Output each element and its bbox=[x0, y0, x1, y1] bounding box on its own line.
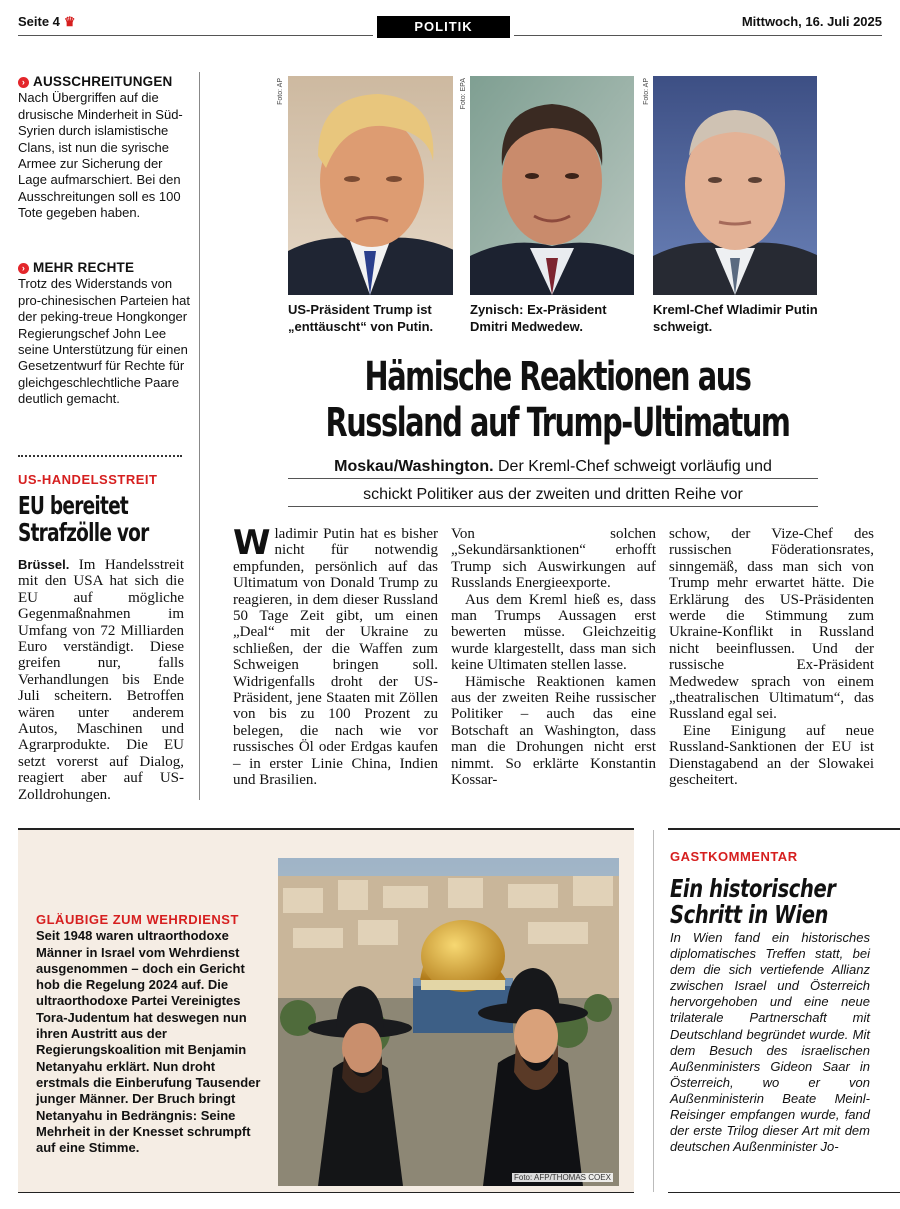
main-headline bbox=[311, 354, 804, 446]
box-rule-bottom bbox=[18, 1192, 634, 1193]
medwedew-portrait bbox=[470, 76, 634, 295]
photo-credit: Foto: AFP/THOMAS COEX bbox=[514, 1173, 611, 1182]
gastkommentar-headline-line1: Ein historischer bbox=[670, 874, 836, 903]
page-number bbox=[18, 14, 76, 30]
page-number-text: Seite 4 bbox=[18, 14, 60, 29]
article-paragraph: Eine Einigung auf neue Russland-Sanktionen der EU ist Dienstagabend an der Slowakei gescheitert. bbox=[669, 722, 874, 789]
main-headline-line2: Russland auf Trump-Ultimatum bbox=[325, 400, 790, 446]
main-lead bbox=[288, 454, 818, 508]
brief-ausschreitungen bbox=[18, 74, 190, 222]
sidebar-text: Im Handelsstreit mit den USA hat sich die EU auf mögliche Gegenmaßnahmen im Umfang von 72 Milliarden Euro verständigt. Diese greifen nur, falls Verhandlungen bis Ende Juli scheitern. Betroffen wären unter anderem Autos, Maschinen und Agrarprodukte. Die EU setzt vorerst auf Dialog, reagiert aber auf US-Zolldrohungen. bbox=[18, 557, 184, 803]
lead-rule bbox=[288, 506, 818, 507]
trump-portrait-image bbox=[288, 76, 453, 295]
crown-icon: ♛ bbox=[63, 14, 76, 29]
photo-caption: US-Präsident Trump ist „enttäuscht“ von Putin. bbox=[288, 302, 434, 334]
brief-mehr-rechte bbox=[18, 260, 190, 408]
sidebar-headline-line2: Strafzölle vor bbox=[18, 518, 149, 547]
chevron-right-icon: › bbox=[18, 77, 29, 88]
sidebar-kicker: US-HANDELSSTREIT bbox=[18, 472, 158, 487]
sidebar-body bbox=[18, 557, 184, 803]
main-lead-b: schickt Politiker aus der zweiten und dritten Reihe vor bbox=[363, 486, 743, 503]
chevron-right-icon: › bbox=[18, 263, 29, 274]
medwedew-portrait-image bbox=[470, 76, 634, 295]
sidebar-headline-line1: EU bereitet bbox=[18, 491, 129, 520]
gastkommentar-kicker: GASTKOMMENTAR bbox=[670, 849, 798, 864]
wehrdienst-text: Seit 1948 waren ultraorthodoxe Männer in Israel vom Wehrdienst ausgenommen – doch ein Gericht hob die Regelung 2024 auf. Die ultraorthodoxe Partei Vereinigtes Tora-Judentum hat deswegen nun ihren Austritt aus der Regierungskoalition mit Benjamin Netanyahu erklärt. Nun droht erstmals die Einberufung Tausender junger Männer. Der Bruch bringt Netanyahu in Bedrängnis: Seine Mehrheit in der Knesset schrumpft auf eine Stimme. bbox=[36, 928, 261, 1156]
gastkommentar-rule-top bbox=[668, 828, 900, 830]
main-lead-a: Der Kreml-Chef schweigt vorläufig und bbox=[497, 458, 772, 475]
section-label: POLITIK bbox=[377, 16, 510, 38]
brief-text: Nach Übergriffen auf die drusische Minderheit in Süd-Syrien durch islamistische Clans, ist nun die syrische Armee zur Sicherung der Lage aufmarschiert. Bei den Ausschreitungen soll es 100 Tote gegeben haben. bbox=[18, 90, 183, 221]
gastkommentar-rule-bottom bbox=[668, 1192, 900, 1193]
lead-rule bbox=[288, 478, 818, 479]
photo-caption: Zynisch: Ex-Präsident Dmitri Medwedew. bbox=[470, 302, 607, 334]
column-rule bbox=[199, 72, 200, 800]
putin-portrait-image bbox=[653, 76, 817, 295]
article-column-2 bbox=[451, 526, 656, 789]
dotted-divider bbox=[18, 455, 182, 457]
jerusalem-photo bbox=[278, 858, 619, 1186]
wehrdienst-kicker: GLÄUBIGE ZUM WEHRDIENST bbox=[36, 912, 239, 927]
photo-credit: Foto: AP bbox=[643, 78, 650, 105]
article-paragraph: Hämische Reaktionen kamen aus der zweiten Reihe russischer Politiker – auch das eine Botschaft an Washington, dass man die Drohungen nicht erst nimmt. So erklärte Konstantin Kossar- bbox=[451, 673, 656, 789]
main-dateline: Moskau/Washington. bbox=[334, 458, 494, 475]
gastkommentar-headline bbox=[670, 876, 836, 928]
brief-heading: AUSSCHREITUNGEN bbox=[33, 74, 173, 89]
article-text: ladimir Putin hat es bisher nicht für notwendig empfunden, persönlich auf das Ultimatum von Donald Trump zu reagieren, in dem dieser Russland 50 Tage Zeit gibt, um einen „Deal“ mit der Ukraine zu schließen, der die Waffen zum Schweigen bringen soll. Widrigenfalls droht der US-Präsident, jene Staaten mit Zöllen von bis zu 100 Prozent zu belegen, die nach wie vor russisches Öl oder Erdgas kaufen – in erster Linie China, Indien und Brasilien. bbox=[233, 526, 438, 789]
article-paragraph: schow, der Vize-Chef des russischen Föderationsrates, sinngemäß, dass man sich von Trump mehr erwartet hätte. Die Erklärung des US-Präsidenten werde die Stimmung zum Ukraine-Konflikt in Russland nicht beeinflussen. Und der russische Ex-Präsident Medwedew sprach von einem „theatralischen Ultimatum“, das Russland egal sei. bbox=[669, 526, 874, 723]
article-paragraph: Aus dem Kreml hieß es, dass man Trumps Aussagen erst bewerten müsse. Gleichzeitig wurde klargestellt, dass man sich keine Ultimaten stellen lasse. bbox=[451, 591, 656, 674]
article-paragraph: Von solchen „Sekundärsanktionen“ erhofft Trump sich Auswirkungen auf Russlands Energieexporte. bbox=[451, 526, 656, 592]
sidebar-dateline: Brüssel. bbox=[18, 557, 70, 572]
header-rule-left bbox=[18, 35, 373, 36]
photo-credit: Foto: AP bbox=[277, 78, 284, 105]
photo-caption: Kreml-Chef Wladimir Putin schweigt. bbox=[653, 302, 818, 334]
brief-text: Trotz des Widerstands von pro-chinesischen Parteien hat der peking-treue Hongkonger Regierungschef John Lee seine Unterstützung für einen Gesetzentwurf für Rechte für gleichgeschlechtliche Paare deutlich gemacht. bbox=[18, 276, 190, 407]
jerusalem-photo-image bbox=[278, 858, 619, 1186]
gastkommentar-text: In Wien fand ein historisches diplomatisches Treffen statt, bei dem die sich vertiefende Allianz zwischen Israel und Österreich hervorgehoben und eine neue trilaterale Partnerschaft mit Deutschland begründet wurde. Mit dem Besuch des israelischen Außenministers Gideon Saar in Österreich, wo er von Außenministerin Beate Meinl-Reisinger empfangen wurde, fand der erste Trilog dieser Art mit dem deutschen Außenminister Jo- bbox=[670, 930, 870, 1155]
header-rule-right bbox=[514, 35, 882, 36]
photo-credit: Foto: EPA bbox=[460, 78, 467, 110]
dropcap: W bbox=[233, 523, 271, 563]
trump-portrait bbox=[288, 76, 453, 295]
article-column-1 bbox=[233, 523, 438, 789]
gastkommentar-divider bbox=[653, 830, 654, 1192]
wehrdienst-text-block bbox=[36, 912, 268, 1156]
issue-date: Mittwoch, 16. Juli 2025 bbox=[741, 14, 882, 29]
putin-portrait bbox=[653, 76, 817, 295]
gastkommentar-headline-line2: Schritt in Wien bbox=[670, 900, 829, 929]
article-column-3 bbox=[669, 526, 874, 789]
main-headline-line1: Hämische Reaktionen aus bbox=[364, 354, 751, 400]
brief-heading: MEHR RECHTE bbox=[33, 260, 135, 275]
